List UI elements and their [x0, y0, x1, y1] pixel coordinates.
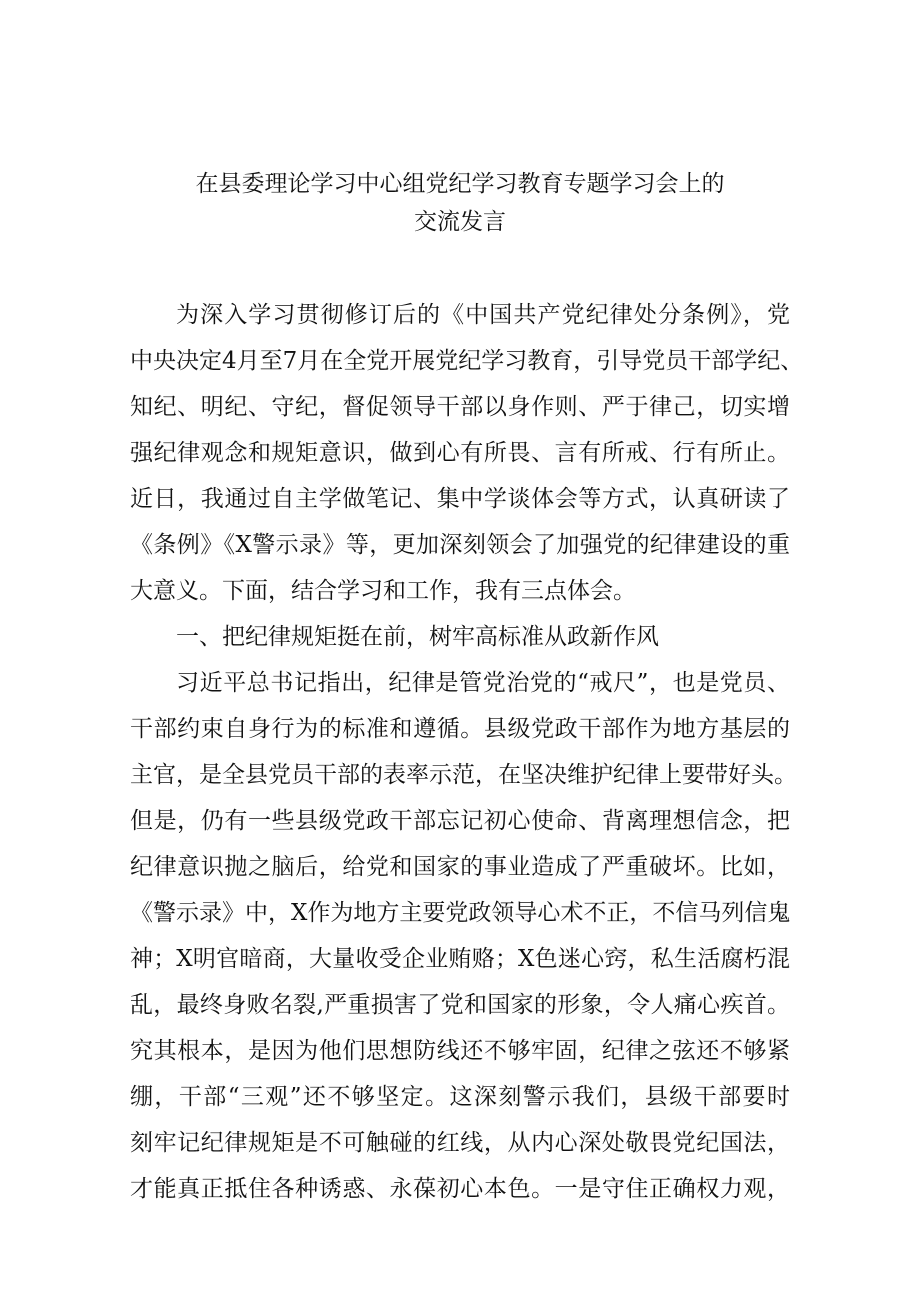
paragraph-line: 《警示录》中，X作为地方主要党政领导心术不正，不信马列信鬼: [130, 900, 791, 926]
title-line-2: 交流发言: [414, 209, 506, 235]
paragraph-line: 纪律意识抛之脑后，给党和国家的事业造成了严重破坏。比如，: [130, 854, 790, 880]
paragraph-line: 究其根本，是因为他们思想防线还不够牢固，纪律之弦还不够紧: [130, 1038, 790, 1064]
paragraph-line: 《条例》《X警示录》等，更加深刻领会了加强党的纪律建设的重: [130, 532, 790, 558]
paragraph-line: 中央决定4月至7月在全党开展党纪学习教育，引导党员干部学纪、: [130, 348, 804, 374]
paragraph-line: 近日，我通过自主学做笔记、集中学谈体会等方式，认真研读了: [130, 486, 790, 512]
paragraph-line: 刻牢记纪律规矩是不可触碰的红线，从内心深处敬畏党纪国法，: [130, 1130, 790, 1156]
paragraph-line: 才能真正抵住各种诱惑、永葆初心本色。一是守住正确权力观，: [130, 1176, 790, 1202]
paragraph-line: 强纪律观念和规矩意识，做到心有所畏、言有所戒、行有所止。: [130, 440, 790, 466]
section-heading: 一、把纪律规矩挺在前，树牢高标准从政新作风: [176, 624, 659, 650]
paragraph-line: 为深入学习贯彻修订后的《中国共产党纪律处分条例》，党: [176, 302, 790, 328]
paragraph-line: 主官，是全县党员干部的表率示范，在坚决维护纪律上要带好头。: [130, 762, 797, 788]
title-line-1: 在县委理论学习中心组党纪学习教育专题学习会上的: [195, 171, 725, 197]
document-body: [130, 292, 804, 1212]
paragraph-line: 乱，最终身败名裂,严重损害了党和国家的形象，令人痛心疾首。: [130, 992, 790, 1018]
paragraph-line: 习近平总书记指出，纪律是管党治党的“戒尺”，也是党员、: [176, 670, 790, 696]
paragraph-line: 知纪、明纪、守纪，督促领导干部以身作则、严于律己，切实增: [130, 394, 790, 420]
paragraph-line: 绷，干部“三观”还不够坚定。这深刻警示我们，县级干部要时: [130, 1084, 790, 1110]
paragraph-line: 大意义。下面，结合学习和工作，我有三点体会。: [130, 578, 636, 604]
paragraph-line: 干部约束自身行为的标准和遵循。县级党政干部作为地方基层的: [130, 716, 790, 742]
paragraph-line: 但是，仍有一些县级党政干部忘记初心使命、背离理想信念，把: [130, 808, 790, 834]
document-title: [130, 165, 790, 241]
paragraph-line: 神；X明官暗商，大量收受企业贿赂；X色迷心窍，私生活腐朽混: [130, 946, 790, 972]
